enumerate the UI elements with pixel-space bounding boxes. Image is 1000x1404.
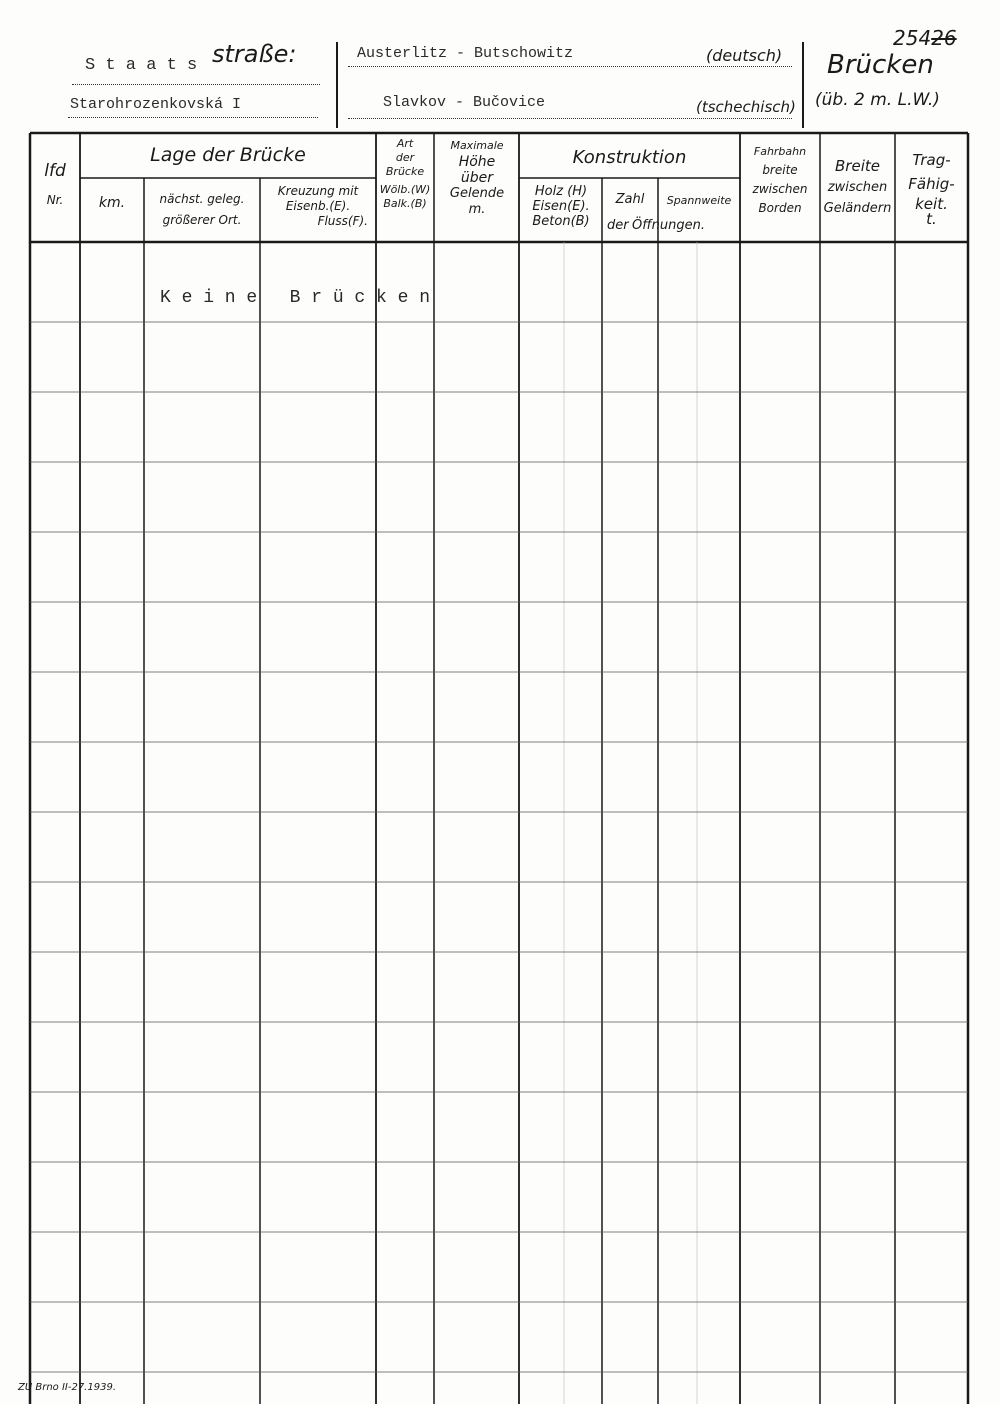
print-mark: ZÚ Brno II-27.1939.: [18, 1382, 116, 1393]
header-fahrbahn-line2: breite: [762, 163, 798, 177]
header-material-line1: Holz (H): [534, 184, 588, 199]
header-gelaender-line1: Breite: [835, 157, 880, 175]
header-hoehe-line2: Höhe: [458, 154, 496, 170]
header-art-line1: Art: [396, 137, 414, 150]
dotted-line: [348, 66, 792, 67]
header-fahrbahn-line4: Borden: [758, 201, 802, 215]
road-name: Starohrozenkovská I: [70, 96, 242, 113]
section-title: Brücken: [827, 50, 934, 80]
header-art-line5: Balk.(B): [383, 197, 427, 210]
header-material-line2: Eisen(E).: [532, 199, 590, 214]
header-ort-line2: größerer Ort.: [162, 213, 242, 227]
header-hoehe-line1: Maximale: [450, 139, 504, 152]
header-kreuzung: [262, 184, 374, 229]
header-material-line3: Beton(B): [532, 214, 590, 229]
table-entry-keine-bruecken: K e i n e B r ü c k e n: [160, 288, 431, 308]
header-fahrbahn: [741, 142, 819, 218]
header-material: [521, 184, 601, 229]
header-spannweite: Spannweite: [666, 194, 732, 207]
header-konstruktion: Konstruktion: [572, 147, 687, 168]
header-kreuzung-line2: Eisenb.(E).: [285, 199, 351, 213]
header-km: km.: [98, 195, 126, 211]
header-hoehe-line3: über: [460, 170, 494, 186]
header-zahl: Zahl: [615, 192, 645, 207]
header-lfd: lfd: [44, 161, 66, 181]
header-trag-line3: keit.: [915, 195, 948, 213]
header-art-line4: Wölb.(W): [379, 183, 431, 196]
road-type-prefix: S t a a t s: [85, 56, 198, 75]
road-type-suffix: straße:: [212, 40, 297, 68]
page-number-current: 254: [893, 26, 932, 50]
header-art-line3: Brücke: [385, 165, 425, 178]
header-zahl-der: der: [607, 218, 629, 233]
page-number: [893, 26, 957, 50]
route-czech-tag: (tschechisch): [696, 98, 796, 116]
header-trag-line2: Fähig-: [908, 175, 955, 193]
header-fahrbahn-line1: Fahrbahn: [753, 145, 807, 158]
page-number-struck: 26: [931, 26, 957, 50]
header-gelaender-line3: Geländern: [823, 201, 892, 216]
header-fahrbahn-line3: zwischen: [752, 182, 808, 196]
header-ort-line1: nächst. geleg.: [159, 192, 245, 206]
header-art-line2: der: [395, 151, 415, 164]
header-art: [377, 137, 433, 211]
header-hoehe: [436, 138, 518, 218]
header-oeffnungen: Öffnungen.: [632, 218, 705, 233]
dotted-line: [72, 84, 320, 85]
header-lage: Lage der Brücke: [150, 144, 306, 166]
header-gelaender: [821, 156, 894, 219]
header-trag-line4: t.: [926, 210, 937, 228]
header-kreuzung-line3: Fluss(F).: [317, 214, 368, 228]
header-hoehe-line4: Gelende: [449, 186, 505, 201]
header-nr: Nr.: [46, 193, 64, 207]
header-ort: [146, 192, 258, 228]
header-trag-line1: Trag-: [912, 151, 951, 169]
section-subtitle: (üb. 2 m. L.W.): [815, 90, 940, 110]
dotted-line: [68, 117, 318, 118]
dotted-line: [348, 118, 792, 119]
header-tragfaehigkeit: [896, 148, 967, 226]
header-kreuzung-line1: Kreuzung mit: [277, 184, 359, 198]
header-hoehe-line5: m.: [468, 202, 486, 217]
route-german: Austerlitz - Butschowitz: [357, 45, 574, 62]
route-czech: Slavkov - Bučovice: [383, 94, 546, 111]
header-gelaender-line2: zwischen: [827, 180, 888, 195]
route-german-tag: (deutsch): [706, 46, 783, 65]
